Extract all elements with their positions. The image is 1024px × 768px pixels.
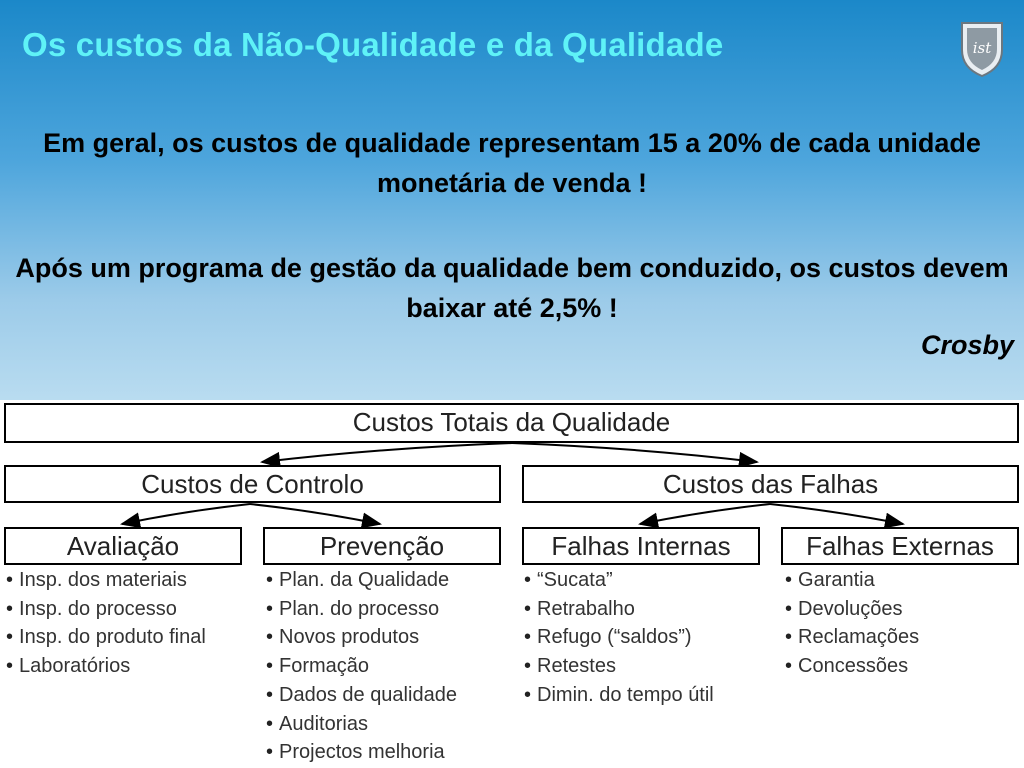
list-item: • Auditorias [266, 710, 457, 739]
list-item: • Insp. do produto final [6, 623, 206, 652]
list-item: • Dados de qualidade [266, 681, 457, 710]
total-quality-costs-box: Custos Totais da Qualidade [4, 403, 1019, 443]
control-costs-box: Custos de Controlo [4, 465, 501, 503]
arrow-failures-to-internal [640, 504, 770, 524]
arrow-control-to-appraisal [122, 504, 250, 524]
appraisal-list [6, 566, 206, 681]
list-item: • Devoluções [785, 595, 919, 624]
list-item: • Retrabalho [524, 595, 714, 624]
external-failures-box: Falhas Externas [781, 527, 1019, 565]
list-item: • Insp. dos materiais [6, 566, 206, 595]
list-item: • Plan. da Qualidade [266, 566, 457, 595]
statement-after-program: Após um programa de gestão da qualidade bem conduzido, os custos devem baixar até 2,5% ! [15, 253, 1009, 323]
ist-shield-logo-icon [959, 20, 1005, 78]
list-item: • Dimin. do tempo útil [524, 681, 714, 710]
list-item: • Garantia [785, 566, 919, 595]
arrow-total-to-control [262, 443, 512, 462]
appraisal-box: Avaliação [4, 527, 242, 565]
list-item: • Refugo (“saldos”) [524, 623, 714, 652]
failure-costs-box: Custos das Falhas [522, 465, 1019, 503]
list-item: • Laboratórios [6, 652, 206, 681]
list-item: • Projectos melhoria [266, 738, 457, 767]
arrow-total-to-failures [512, 443, 757, 462]
prevention-box: Prevenção [263, 527, 501, 565]
quote-author: Crosby [920, 330, 1014, 360]
slide-title: Os custos da Não-Qualidade e da Qualidade [22, 26, 724, 63]
prevention-list [266, 566, 457, 767]
list-item: • Formação [266, 652, 457, 681]
list-item: • “Sucata” [524, 566, 714, 595]
list-item: • Retestes [524, 652, 714, 681]
statement-quality-cost: Em geral, os custos de qualidade representam 15 a 20% de cada unidade monetária de venda ! [43, 128, 981, 198]
svg-text:ist: ist [972, 39, 992, 57]
list-item: • Concessões [785, 652, 919, 681]
internal-failures-list [524, 566, 714, 710]
list-item: • Reclamações [785, 623, 919, 652]
arrow-failures-to-external [770, 504, 903, 524]
external-failures-list [785, 566, 919, 681]
list-item: • Insp. do processo [6, 595, 206, 624]
internal-failures-box: Falhas Internas [522, 527, 760, 565]
list-item: • Plan. do processo [266, 595, 457, 624]
arrow-control-to-prevention [250, 504, 380, 524]
list-item: • Novos produtos [266, 623, 457, 652]
